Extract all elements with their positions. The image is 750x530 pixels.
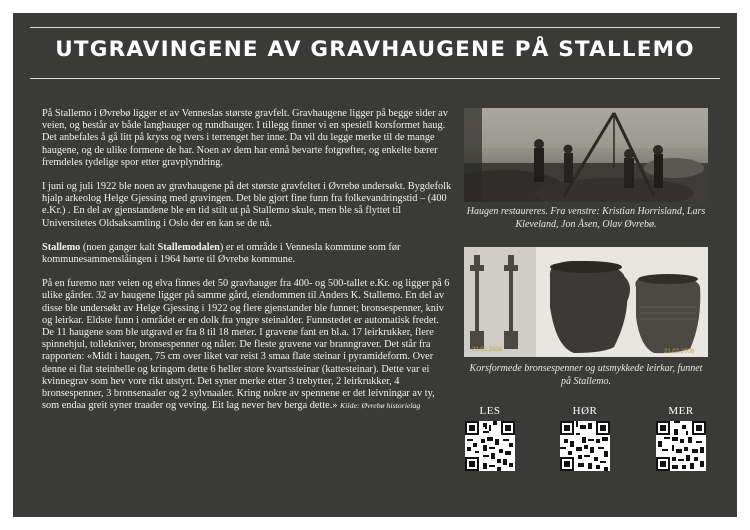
qr-more-icon bbox=[656, 421, 706, 471]
body-text bbox=[42, 108, 452, 424]
finds-photo-image bbox=[464, 247, 708, 357]
stallemo-mid: (noen ganger kalt bbox=[80, 241, 158, 253]
top-rule bbox=[30, 27, 720, 28]
finds-photo bbox=[464, 247, 708, 357]
restoration-photo bbox=[464, 108, 708, 202]
qr-read-label: LES bbox=[479, 405, 501, 417]
stallemo-rest: ) er et område i Vennesla kommune som før kommunesammenslåingen i 1964 hørte til Øvrebø kommune. bbox=[42, 241, 401, 266]
qr-listen-label: HØR bbox=[572, 405, 598, 417]
finds-caption: Korsformede bronsespenner og utsmykkede leirkar, funnet på Stallemo. bbox=[469, 363, 703, 387]
intro-paragraph: På Stallemo i Øvrebø ligger et av Venneslas største gravfelt. Gravhaugene ligger på begge sider av veien, og består av både langhauger og rundhauger. I tillegg finner vi en spesiell korsformet haug. Det anbefales å gå litt på kryss og tvers i terrenget her inne. Da vil du legge merke til de mange haugene, og de ulike formene de har. Noen av dem har ennå bevarte fotgrøfter, og enkelte bærer fremdeles tydelige spor etter gravplyndring. bbox=[42, 108, 448, 168]
finds-date-stamp-right: 21.02.2008 bbox=[664, 349, 695, 355]
qr-listen-code[interactable] bbox=[560, 421, 610, 471]
qr-read-icon bbox=[465, 421, 515, 471]
stallemo-paragraph bbox=[42, 242, 452, 266]
restoration-caption: Haugen restaureres. Fra venstre: Kristian Horrisland, Lars Kleveland, Jon Åsen, Olav Øvrebø. bbox=[466, 206, 706, 230]
page-title: UTGRAVINGENE AV GRAVHAUGENE PÅ STALLEMO bbox=[55, 37, 695, 62]
title-rule bbox=[30, 78, 720, 79]
restoration-photo-image bbox=[464, 108, 708, 202]
qr-more-label: MER bbox=[668, 405, 694, 417]
findings-paragraph bbox=[42, 278, 452, 412]
qr-read-code[interactable] bbox=[465, 421, 515, 471]
stallemodalen-term: Stallemodalen bbox=[157, 241, 220, 253]
findings-text: På en furemo nær veien og elva finnes det 50 gravhauger fra 400- og 500-tallet e.Kr. og ligger på 6 ulike gårder. 32 av haugene ligger på samme gård, eiendommen til Anders K. Stallemo. En del av disse ble undersøkt av Helge Gjessing i 1922 og flere gjenstander ble funnet; bronsespenner, kniv og leirkar. Eldste funn i området er en dolk fra yngre steinalder. Funnstedet er automatisk fredet. De 11 haugene som ble utgravd er fra 8 til 18 meter. I gravene fant en bl.a. 17 leirkrukker, flere spinnehjul, tollekniver, bronsespenner og nåler. De fleste gravene var branngraver. Det står fra rapporten: «Midt i haugen, 75 cm over liket var reist 3 smaa flate steinar i pyramideform. Over denne ei flat steinhelle og kringom dette 6 heller store kvartssteinar (kattesteinar). Dette var ei kvinnegrav som hev vore rikt utstyrt. Det syner merke etter 3 trebytter, 2 leirkrukker, 4 bronsespenner, 3 bronsenaaler og 2 sylvnaaler. Kring nokre av spennene er det leivningar av ty, som endaa greit syner traader og veving. Eit lag never hev berga dette.» bbox=[42, 278, 450, 412]
finds-date-stamp-left: 21.02.2008 bbox=[472, 347, 503, 353]
qr-more-code[interactable] bbox=[656, 421, 706, 471]
stallemo-term: Stallemo bbox=[42, 241, 81, 253]
excavation-paragraph: I juni og juli 1922 ble noen av gravhaugene på det største gravfeltet i Øvrebø undersøkt. Bygdefolk hjalp arkeolog Helge Gjessing med gravingen. Det ble gjort fine funn fra folkevandringstid – (400 e.Kr.) . En del av gjenstandene ble en tid stilt ut på Stallemo skule, men ble så flyttet til Universitetes Oldsaksamling i Oslo der en kan se de nå. bbox=[42, 181, 452, 229]
qr-listen-icon bbox=[560, 421, 610, 471]
source-note: Kilde: Øvrebø historielag bbox=[340, 401, 421, 411]
